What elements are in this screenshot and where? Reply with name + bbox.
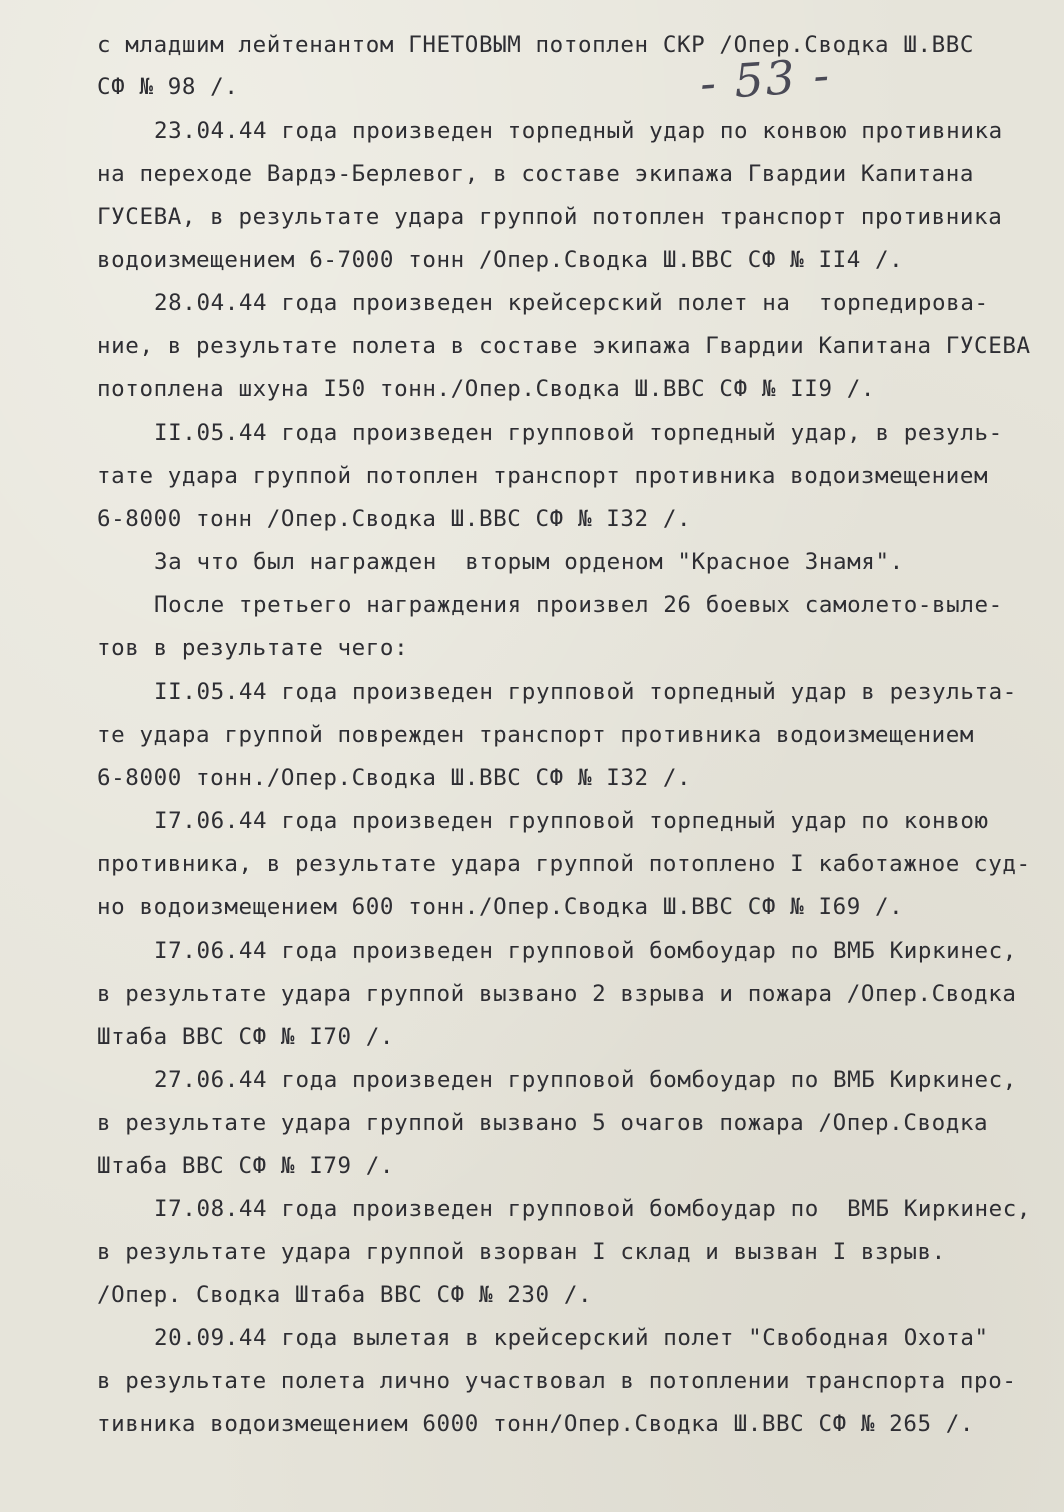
text-line: потоплена шхуна I50 тонн./Опер.Сводка Ш.ВВС СФ № II9 /. <box>97 376 876 402</box>
text-line: ГУСЕВА, в результате удара группой потоплен транспорт противника <box>97 204 1003 230</box>
text-line: в результате удара группой вызвано 5 очагов пожара /Опер.Сводка <box>97 1110 989 1136</box>
text-line: 23.04.44 года произведен торпедный удар по конвою противника <box>154 118 1003 144</box>
text-line: 20.09.44 года вылетая в крейсерский полет "Свободная Охота" <box>154 1325 989 1351</box>
text-line: 28.04.44 года произведен крейсерский полет на торпедирова- <box>154 290 989 316</box>
text-line: За что был награжден вторым орденом "Красное Знамя". <box>154 549 904 575</box>
text-line: тате удара группой потоплен транспорт противника водоизмещением <box>97 463 989 489</box>
text-line: /Опер. Сводка Штаба ВВС СФ № 230 /. <box>97 1282 593 1308</box>
text-line: После третьего награждения произвел 26 боевых самолето-выле- <box>154 592 1003 618</box>
text-line: в результате удара группой вызвано 2 взрыва и пожара /Опер.Сводка <box>97 981 1017 1007</box>
text-line: в результате полета лично участвовал в потоплении транспорта про- <box>97 1368 1017 1394</box>
text-line: II.05.44 года произведен групповой торпедный удар в результа- <box>154 679 1017 705</box>
text-line: СФ № 98 /. <box>97 74 239 100</box>
text-line: водоизмещением 6-7000 тонн /Опер.Сводка Ш.ВВС СФ № II4 /. <box>97 247 904 273</box>
text-line: 27.06.44 года произведен групповой бомбоудар по ВМБ Киркинес, <box>154 1067 1017 1093</box>
text-line: тивника водоизмещением 6000 тонн/Опер.Сводка Ш.ВВС СФ № 265 /. <box>97 1411 975 1437</box>
text-line: Штаба ВВС СФ № I70 /. <box>97 1024 395 1050</box>
text-line: с младшим лейтенантом ГНЕТОВЫМ потоплен СКР /Опер.Сводка Ш.ВВС <box>97 32 975 58</box>
text-line: ние, в результате полета в составе экипажа Гвардии Капитана ГУСЕВА <box>97 333 1031 359</box>
text-line: тов в результате чего: <box>97 635 409 661</box>
text-line: I7.06.44 года произведен групповой бомбоудар по ВМБ Киркинес, <box>154 938 1017 964</box>
handwritten-page-number: - 53 - <box>698 47 833 111</box>
text-line: 6-8000 тонн./Опер.Сводка Ш.ВВС СФ № I32 /. <box>97 765 692 791</box>
text-line: Штаба ВВС СФ № I79 /. <box>97 1153 395 1179</box>
text-line: I7.08.44 года произведен групповой бомбоудар по ВМБ Киркинес, <box>154 1196 1032 1222</box>
text-line: те удара группой поврежден транспорт противника водоизмещением <box>97 722 975 748</box>
text-line: на переходе Вардэ-Берлевог, в составе экипажа Гвардии Капитана <box>97 161 975 187</box>
text-line: в результате удара группой взорван I склад и вызван I взрыв. <box>97 1239 946 1265</box>
text-line: II.05.44 года произведен групповой торпедный удар, в резуль- <box>154 420 1003 446</box>
text-line: I7.06.44 года произведен групповой торпедный удар по конвою <box>154 808 989 834</box>
text-line: противника, в результате удара группой потоплено I каботажное суд- <box>97 851 1031 877</box>
text-line: 6-8000 тонн /Опер.Сводка Ш.ВВС СФ № I32 /. <box>97 506 692 532</box>
text-line: но водоизмещением 600 тонн./Опер.Сводка Ш.ВВС СФ № I69 /. <box>97 894 904 920</box>
